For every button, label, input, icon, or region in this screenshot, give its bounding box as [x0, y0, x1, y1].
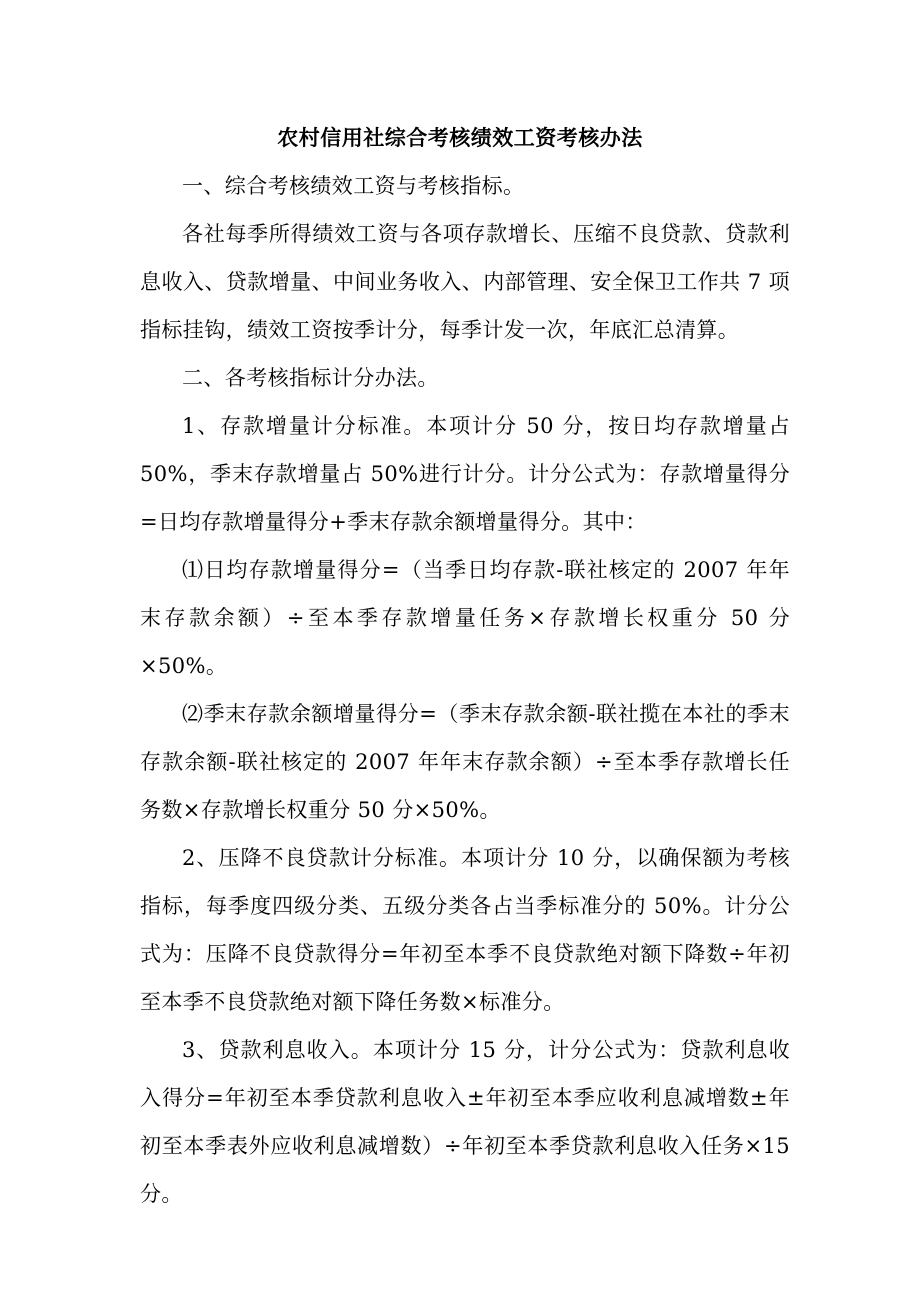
document-title: 农村信用社综合考核绩效工资考核办法 [277, 125, 643, 150]
paragraph-bad-loan-standard: 2、压降不良贷款计分标准。本项计分 10 分，以确保额为考核指标，每季度四级分类、五级分类各占当季标准分的 50%。计分公式为：压降不良贷款得分=年初至本季不良贷款绝对额下降数÷年初至本季不良贷款绝对额下降任务数×标准分。 [140, 846, 790, 1014]
document-body [140, 162, 790, 1218]
section-heading-2: 二、各考核指标计分办法。 [182, 366, 439, 390]
paragraph-deposit-standard: 1、存款增量计分标准。本项计分 50 分，按日均存款增量占 50%，季末存款增量占 50%进行计分。计分公式为：存款增量得分=日均存款增量得分+季末存款余额增量得分。其中： [140, 414, 790, 534]
paragraph-indicators: 各社每季所得绩效工资与各项存款增长、压缩不良贷款、贷款利息收入、贷款增量、中间业务收入、内部管理、安全保卫工作共 7 项指标挂钩，绩效工资按季计分，每季计发一次，年底汇总清算。 [140, 222, 790, 342]
paragraph-loan-interest: 3、贷款利息收入。本项计分 15 分，计分公式为：贷款利息收入得分=年初至本季贷款利息收入±年初至本季应收利息减增数±年初至本季表外应收利息减增数）÷年初至本季贷款利息收入任务×15 分。 [140, 1038, 790, 1206]
paragraph-daily-deposit-formula: ⑴日均存款增量得分=（当季日均存款-联社核定的 2007 年年末存款余额）÷至本季存款增量任务×存款增长权重分 50 分×50%。 [140, 558, 790, 678]
section-heading-1: 一、综合考核绩效工资与考核指标。 [182, 174, 525, 198]
paragraph-quarter-end-formula: ⑵季末存款余额增量得分=（季末存款余额-联社揽在本社的季末存款余额-联社核定的 2007 年年末存款余额）÷至本季存款增长任务数×存款增长权重分 50 分×50%。 [140, 702, 790, 822]
